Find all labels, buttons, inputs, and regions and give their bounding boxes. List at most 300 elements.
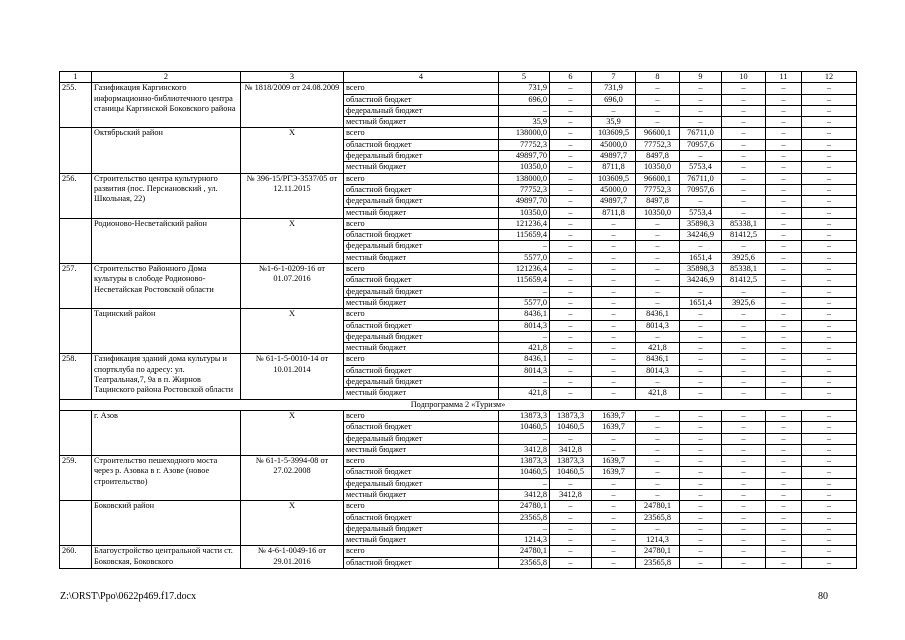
value-cell: – bbox=[722, 444, 766, 455]
value-cell: – bbox=[766, 105, 802, 116]
value-cell: – bbox=[550, 320, 592, 331]
funding-source: всего bbox=[344, 128, 499, 139]
value-cell: – bbox=[550, 230, 592, 241]
value-cell: – bbox=[680, 501, 722, 512]
header-cell: 11 bbox=[766, 72, 802, 83]
funding-source: областной бюджет bbox=[344, 94, 499, 105]
value-cell: – bbox=[636, 241, 680, 252]
row-number bbox=[60, 410, 92, 455]
value-cell: – bbox=[722, 128, 766, 139]
value-cell: 3412,8 bbox=[499, 489, 550, 500]
value-cell: – bbox=[592, 523, 636, 534]
table-row bbox=[60, 309, 857, 320]
value-cell: – bbox=[680, 320, 722, 331]
document-ref: № 61-1-5-0010-14 от 10.01.2014 bbox=[241, 354, 344, 399]
value-cell: 24780,1 bbox=[499, 546, 550, 557]
value-cell: – bbox=[680, 433, 722, 444]
value-cell: – bbox=[499, 105, 550, 116]
value-cell: – bbox=[722, 489, 766, 500]
value-cell: – bbox=[499, 478, 550, 489]
value-cell: – bbox=[680, 388, 722, 399]
table-row bbox=[60, 83, 857, 94]
value-cell: – bbox=[722, 309, 766, 320]
value-cell: – bbox=[680, 151, 722, 162]
value-cell: 696,0 bbox=[499, 94, 550, 105]
value-cell: – bbox=[722, 422, 766, 433]
value-cell: – bbox=[802, 218, 857, 229]
value-cell: – bbox=[766, 535, 802, 546]
value-cell: 35,9 bbox=[499, 117, 550, 128]
value-cell: – bbox=[722, 343, 766, 354]
header-cell: 2 bbox=[92, 72, 241, 83]
value-cell: – bbox=[722, 184, 766, 195]
object-name: Газификация зданий дома культуры и спортклуба по адресу: ул. Театральная,7, 9а в п. Жирнов Тацинского района Ростовской области bbox=[92, 354, 241, 399]
value-cell: 8497,8 bbox=[636, 196, 680, 207]
value-cell: 23565,8 bbox=[499, 557, 550, 568]
funding-source: всего bbox=[344, 456, 499, 467]
value-cell: 35898,3 bbox=[680, 264, 722, 275]
value-cell: – bbox=[802, 162, 857, 173]
object-name: Газификация Каргинского информационно-библиотечного центра станицы Каргинской Боковского района bbox=[92, 83, 241, 128]
value-cell: – bbox=[722, 207, 766, 218]
value-cell: – bbox=[680, 467, 722, 478]
value-cell: – bbox=[550, 264, 592, 275]
value-cell: – bbox=[680, 94, 722, 105]
value-cell: 8436,1 bbox=[499, 309, 550, 320]
funding-source: областной бюджет bbox=[344, 320, 499, 331]
value-cell: – bbox=[636, 105, 680, 116]
value-cell: 34246,9 bbox=[680, 230, 722, 241]
value-cell: – bbox=[680, 557, 722, 568]
header-cell: 1 bbox=[60, 72, 92, 83]
value-cell: – bbox=[592, 343, 636, 354]
value-cell: – bbox=[680, 489, 722, 500]
header-cell: 8 bbox=[636, 72, 680, 83]
value-cell: 77752,3 bbox=[499, 184, 550, 195]
value-cell: – bbox=[680, 343, 722, 354]
value-cell: – bbox=[802, 467, 857, 478]
value-cell: – bbox=[636, 117, 680, 128]
funding-source: всего bbox=[344, 218, 499, 229]
funding-source: всего bbox=[344, 83, 499, 94]
value-cell: – bbox=[636, 422, 680, 433]
funding-source: всего bbox=[344, 309, 499, 320]
value-cell: 421,8 bbox=[499, 343, 550, 354]
funding-source: федеральный бюджет bbox=[344, 523, 499, 534]
value-cell: – bbox=[802, 286, 857, 297]
funding-source: областной бюджет bbox=[344, 275, 499, 286]
value-cell: – bbox=[802, 354, 857, 365]
value-cell: – bbox=[766, 117, 802, 128]
value-cell: – bbox=[550, 286, 592, 297]
value-cell: – bbox=[802, 501, 857, 512]
value-cell: – bbox=[766, 501, 802, 512]
value-cell: – bbox=[550, 151, 592, 162]
value-cell: – bbox=[550, 94, 592, 105]
value-cell: – bbox=[802, 139, 857, 150]
value-cell: – bbox=[636, 467, 680, 478]
value-cell: 24780,1 bbox=[499, 501, 550, 512]
value-cell: – bbox=[499, 331, 550, 342]
funding-source: местный бюджет bbox=[344, 297, 499, 308]
value-cell: 49897,7 bbox=[592, 196, 636, 207]
value-cell: 23565,8 bbox=[636, 557, 680, 568]
header-row bbox=[60, 72, 857, 83]
value-cell: 421,8 bbox=[636, 343, 680, 354]
value-cell: – bbox=[636, 478, 680, 489]
value-cell: 115659,4 bbox=[499, 230, 550, 241]
value-cell: – bbox=[636, 94, 680, 105]
value-cell: – bbox=[766, 489, 802, 500]
value-cell: – bbox=[722, 365, 766, 376]
value-cell: – bbox=[636, 275, 680, 286]
value-cell: – bbox=[680, 456, 722, 467]
value-cell: – bbox=[766, 218, 802, 229]
value-cell: – bbox=[722, 139, 766, 150]
header-cell: 9 bbox=[680, 72, 722, 83]
funding-source: областной бюджет bbox=[344, 365, 499, 376]
value-cell: – bbox=[766, 173, 802, 184]
table-row bbox=[60, 354, 857, 365]
funding-source: местный бюджет bbox=[344, 388, 499, 399]
value-cell: – bbox=[636, 83, 680, 94]
value-cell: 10460,5 bbox=[550, 467, 592, 478]
value-cell: – bbox=[680, 523, 722, 534]
value-cell: – bbox=[592, 433, 636, 444]
funding-source: местный бюджет bbox=[344, 207, 499, 218]
value-cell: 1639,7 bbox=[592, 456, 636, 467]
value-cell: – bbox=[550, 83, 592, 94]
value-cell: 731,9 bbox=[592, 83, 636, 94]
value-cell: 45000,0 bbox=[592, 184, 636, 195]
value-cell: – bbox=[550, 546, 592, 557]
value-cell: – bbox=[802, 252, 857, 263]
value-cell: – bbox=[550, 354, 592, 365]
value-cell: – bbox=[680, 546, 722, 557]
value-cell: 421,8 bbox=[499, 388, 550, 399]
value-cell: 24780,1 bbox=[636, 501, 680, 512]
value-cell: – bbox=[550, 162, 592, 173]
value-cell: – bbox=[550, 377, 592, 388]
funding-source: областной бюджет bbox=[344, 184, 499, 195]
row-number: 255. bbox=[60, 83, 92, 128]
value-cell: – bbox=[766, 546, 802, 557]
value-cell: – bbox=[802, 331, 857, 342]
value-cell: – bbox=[766, 377, 802, 388]
value-cell: – bbox=[722, 354, 766, 365]
table-row bbox=[60, 546, 857, 557]
value-cell: – bbox=[680, 105, 722, 116]
value-cell: 3412,8 bbox=[550, 489, 592, 500]
value-cell: – bbox=[766, 354, 802, 365]
value-cell: 103609,5 bbox=[592, 173, 636, 184]
value-cell: – bbox=[802, 173, 857, 184]
object-name: Боковский район bbox=[92, 501, 241, 546]
value-cell: 421,8 bbox=[636, 388, 680, 399]
value-cell: – bbox=[636, 523, 680, 534]
value-cell: – bbox=[722, 320, 766, 331]
value-cell: – bbox=[680, 365, 722, 376]
value-cell: – bbox=[550, 478, 592, 489]
value-cell: – bbox=[766, 297, 802, 308]
value-cell: – bbox=[592, 275, 636, 286]
section-row bbox=[60, 399, 857, 410]
value-cell: – bbox=[802, 207, 857, 218]
value-cell: – bbox=[636, 444, 680, 455]
value-cell: – bbox=[766, 320, 802, 331]
value-cell: – bbox=[680, 377, 722, 388]
value-cell: 8711,8 bbox=[592, 162, 636, 173]
value-cell: – bbox=[592, 535, 636, 546]
value-cell: – bbox=[802, 275, 857, 286]
funding-source: областной бюджет bbox=[344, 512, 499, 523]
value-cell: – bbox=[680, 478, 722, 489]
value-cell: 1214,3 bbox=[636, 535, 680, 546]
value-cell: – bbox=[722, 94, 766, 105]
value-cell: 138000,0 bbox=[499, 173, 550, 184]
value-cell: – bbox=[550, 365, 592, 376]
value-cell: – bbox=[636, 331, 680, 342]
value-cell: 10460,5 bbox=[550, 422, 592, 433]
file-path: Z:\ORST\Ppo\0622p469.f17.docx bbox=[60, 591, 197, 602]
value-cell: – bbox=[766, 252, 802, 263]
value-cell: – bbox=[802, 456, 857, 467]
value-cell: – bbox=[550, 196, 592, 207]
value-cell: – bbox=[550, 388, 592, 399]
value-cell: – bbox=[592, 320, 636, 331]
value-cell: 3412,8 bbox=[550, 444, 592, 455]
value-cell: – bbox=[802, 105, 857, 116]
value-cell: 23565,8 bbox=[636, 512, 680, 523]
document-ref: Х bbox=[241, 410, 344, 455]
funding-source: всего bbox=[344, 410, 499, 421]
value-cell: – bbox=[802, 512, 857, 523]
value-cell: – bbox=[722, 196, 766, 207]
value-cell: – bbox=[766, 83, 802, 94]
value-cell: – bbox=[636, 377, 680, 388]
value-cell: 76711,0 bbox=[680, 173, 722, 184]
value-cell: – bbox=[680, 117, 722, 128]
value-cell: – bbox=[592, 252, 636, 263]
value-cell: – bbox=[550, 207, 592, 218]
object-name: Благоустройство центральной части ст. Боковская, Боковского bbox=[92, 546, 241, 569]
value-cell: – bbox=[592, 331, 636, 342]
value-cell: 1639,7 bbox=[592, 467, 636, 478]
value-cell: 10350,0 bbox=[499, 162, 550, 173]
value-cell: – bbox=[802, 297, 857, 308]
header-cell: 3 bbox=[241, 72, 344, 83]
value-cell: – bbox=[592, 444, 636, 455]
funding-source: местный бюджет bbox=[344, 117, 499, 128]
value-cell: 5577,0 bbox=[499, 297, 550, 308]
value-cell: 10350,0 bbox=[636, 162, 680, 173]
value-cell: – bbox=[722, 410, 766, 421]
value-cell: 731,9 bbox=[499, 83, 550, 94]
value-cell: 10350,0 bbox=[636, 207, 680, 218]
value-cell: – bbox=[766, 343, 802, 354]
value-cell: 45000,0 bbox=[592, 139, 636, 150]
header-cell: 10 bbox=[722, 72, 766, 83]
row-number: 257. bbox=[60, 264, 92, 309]
header-cell: 7 bbox=[592, 72, 636, 83]
value-cell: – bbox=[722, 162, 766, 173]
value-cell: – bbox=[592, 230, 636, 241]
value-cell: – bbox=[802, 343, 857, 354]
value-cell: – bbox=[802, 433, 857, 444]
funding-source: федеральный бюджет bbox=[344, 433, 499, 444]
value-cell: – bbox=[592, 546, 636, 557]
value-cell: – bbox=[499, 377, 550, 388]
value-cell: 8497,8 bbox=[636, 151, 680, 162]
value-cell: – bbox=[766, 286, 802, 297]
row-number bbox=[60, 501, 92, 546]
value-cell: – bbox=[722, 377, 766, 388]
value-cell: – bbox=[802, 535, 857, 546]
value-cell: – bbox=[766, 557, 802, 568]
value-cell: – bbox=[802, 365, 857, 376]
value-cell: – bbox=[802, 377, 857, 388]
value-cell: – bbox=[766, 196, 802, 207]
header-cell: 12 bbox=[802, 72, 857, 83]
value-cell: – bbox=[766, 309, 802, 320]
value-cell: – bbox=[722, 501, 766, 512]
value-cell: 77752,3 bbox=[636, 139, 680, 150]
value-cell: – bbox=[680, 331, 722, 342]
value-cell: – bbox=[766, 162, 802, 173]
value-cell: – bbox=[680, 444, 722, 455]
value-cell: 77752,3 bbox=[499, 139, 550, 150]
value-cell: – bbox=[722, 151, 766, 162]
value-cell: 35,9 bbox=[592, 117, 636, 128]
value-cell: – bbox=[550, 139, 592, 150]
value-cell: 121236,4 bbox=[499, 264, 550, 275]
table-row bbox=[60, 501, 857, 512]
header-cell: 5 bbox=[499, 72, 550, 83]
value-cell: – bbox=[722, 331, 766, 342]
value-cell: – bbox=[766, 410, 802, 421]
row-number: 256. bbox=[60, 173, 92, 218]
value-cell: – bbox=[592, 388, 636, 399]
table-row bbox=[60, 264, 857, 275]
value-cell: 10350,0 bbox=[499, 207, 550, 218]
value-cell: – bbox=[722, 523, 766, 534]
document-ref: Х bbox=[241, 128, 344, 173]
value-cell: – bbox=[499, 523, 550, 534]
document-ref: Х bbox=[241, 218, 344, 263]
value-cell: – bbox=[550, 252, 592, 263]
value-cell: 3925,6 bbox=[722, 297, 766, 308]
value-cell: 34246,9 bbox=[680, 275, 722, 286]
value-cell: – bbox=[802, 557, 857, 568]
value-cell: 13873,3 bbox=[499, 410, 550, 421]
value-cell: – bbox=[592, 501, 636, 512]
value-cell: – bbox=[550, 331, 592, 342]
value-cell: – bbox=[802, 264, 857, 275]
object-name: Родионово-Несветайский район bbox=[92, 218, 241, 263]
value-cell: – bbox=[766, 331, 802, 342]
value-cell: – bbox=[550, 557, 592, 568]
object-name: Тацинский район bbox=[92, 309, 241, 354]
value-cell: – bbox=[722, 388, 766, 399]
value-cell: – bbox=[550, 105, 592, 116]
funding-source: областной бюджет bbox=[344, 557, 499, 568]
value-cell: – bbox=[722, 456, 766, 467]
section-title: Подпрограмма 2 «Туризм» bbox=[60, 399, 857, 410]
value-cell: – bbox=[766, 365, 802, 376]
value-cell: 8014,3 bbox=[636, 365, 680, 376]
value-cell: 1651,4 bbox=[680, 297, 722, 308]
funding-source: местный бюджет bbox=[344, 489, 499, 500]
value-cell: 5753,4 bbox=[680, 207, 722, 218]
value-cell: – bbox=[550, 433, 592, 444]
funding-source: областной бюджет bbox=[344, 230, 499, 241]
value-cell: 76711,0 bbox=[680, 128, 722, 139]
value-cell: – bbox=[722, 433, 766, 444]
value-cell: – bbox=[636, 456, 680, 467]
value-cell: – bbox=[802, 523, 857, 534]
funding-source: федеральный бюджет bbox=[344, 331, 499, 342]
value-cell: 77752,3 bbox=[636, 184, 680, 195]
value-cell: – bbox=[592, 354, 636, 365]
value-cell: – bbox=[550, 275, 592, 286]
value-cell: – bbox=[802, 320, 857, 331]
value-cell: 70957,6 bbox=[680, 184, 722, 195]
value-cell: – bbox=[680, 422, 722, 433]
value-cell: 96600,1 bbox=[636, 173, 680, 184]
value-cell: 8014,3 bbox=[499, 320, 550, 331]
document-ref: №1-6-1-0209-16 от 01.07.2016 bbox=[241, 264, 344, 309]
value-cell: 10460,5 bbox=[499, 467, 550, 478]
funding-source: федеральный бюджет bbox=[344, 377, 499, 388]
value-cell: – bbox=[636, 410, 680, 421]
value-cell: 1639,7 bbox=[592, 422, 636, 433]
value-cell: 35898,3 bbox=[680, 218, 722, 229]
value-cell: – bbox=[592, 264, 636, 275]
value-cell: – bbox=[592, 557, 636, 568]
value-cell: – bbox=[802, 489, 857, 500]
value-cell: – bbox=[592, 241, 636, 252]
value-cell: – bbox=[680, 309, 722, 320]
value-cell: – bbox=[592, 478, 636, 489]
value-cell: – bbox=[802, 410, 857, 421]
value-cell: 3412,8 bbox=[499, 444, 550, 455]
value-cell: – bbox=[722, 535, 766, 546]
value-cell: – bbox=[636, 230, 680, 241]
value-cell: – bbox=[802, 94, 857, 105]
value-cell: – bbox=[680, 196, 722, 207]
value-cell: – bbox=[680, 354, 722, 365]
value-cell: – bbox=[722, 512, 766, 523]
value-cell: – bbox=[636, 218, 680, 229]
value-cell: 96600,1 bbox=[636, 128, 680, 139]
value-cell: – bbox=[680, 286, 722, 297]
document-sheet bbox=[59, 71, 836, 569]
value-cell: – bbox=[592, 377, 636, 388]
value-cell: 8711,8 bbox=[592, 207, 636, 218]
value-cell: – bbox=[766, 444, 802, 455]
value-cell: – bbox=[766, 512, 802, 523]
value-cell: – bbox=[722, 478, 766, 489]
row-number bbox=[60, 128, 92, 173]
value-cell: – bbox=[766, 207, 802, 218]
value-cell: – bbox=[499, 286, 550, 297]
value-cell: 10460,5 bbox=[499, 422, 550, 433]
value-cell: 8014,3 bbox=[636, 320, 680, 331]
value-cell: – bbox=[592, 297, 636, 308]
object-name: Строительство Районного Дома культуры в слободе Родионово-Несветайская Ростовской области bbox=[92, 264, 241, 309]
funding-source: местный бюджет bbox=[344, 343, 499, 354]
value-cell: – bbox=[722, 117, 766, 128]
